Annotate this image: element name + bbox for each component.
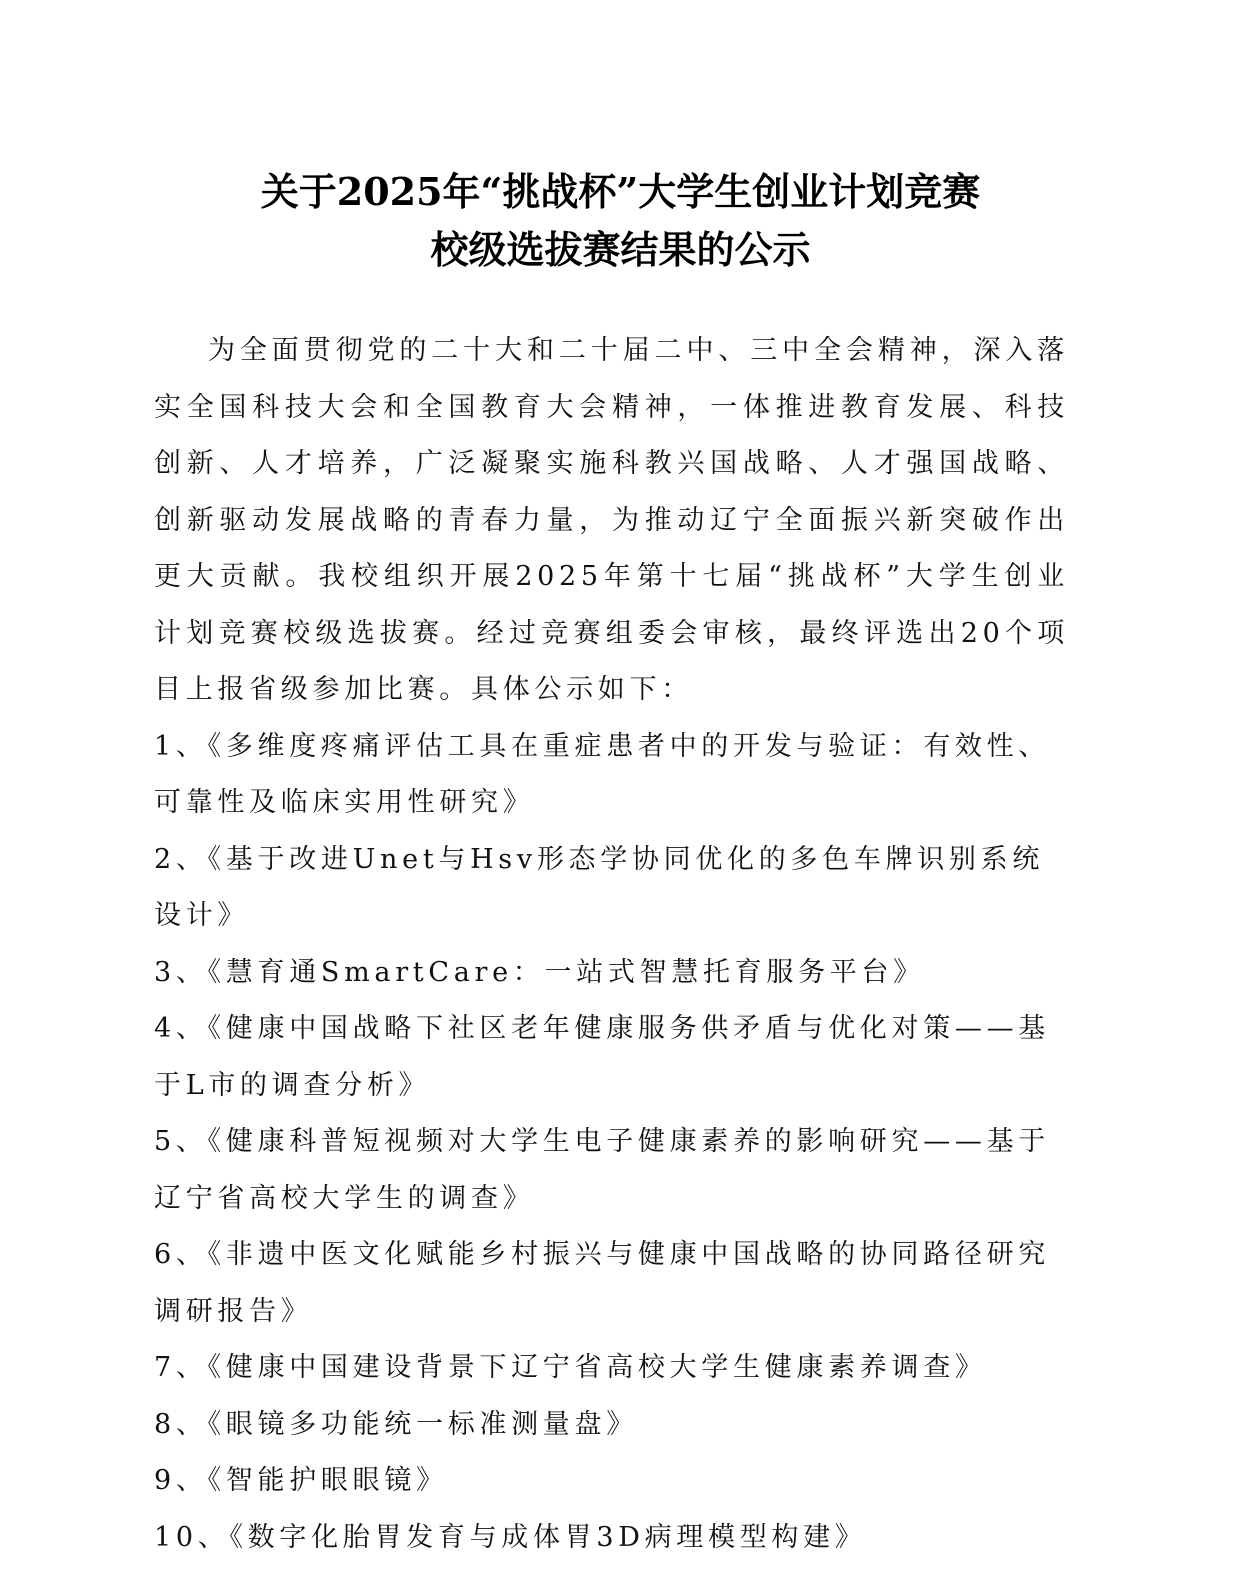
item-title: 《健康中国战略下社区老年健康服务供矛盾与优化对策——基于L市的调查分析》	[154, 1013, 1050, 1101]
item-title: 《数字化胎胃发育与成体胃3D病理模型构建》	[229, 1521, 867, 1553]
item-number: 9、	[154, 1465, 208, 1496]
document-body	[154, 323, 1069, 1566]
list-item	[154, 719, 1069, 832]
item-number: 6、	[154, 1239, 208, 1270]
item-title: 《智能护眼眼镜》	[207, 1465, 448, 1496]
item-number: 1、	[154, 730, 208, 762]
list-item	[154, 1453, 1069, 1510]
item-title: 《非遗中医文化赋能乡村振兴与健康中国战略的协同路径研究调研报告》	[154, 1239, 1050, 1327]
item-number: 5、	[154, 1126, 208, 1157]
item-title: 《多维度疼痛评估工具在重症患者中的开发与验证：有效性、可靠性及临床实用性研究》	[154, 730, 1050, 818]
item-number: 8、	[154, 1408, 208, 1440]
title-line-1: 关于2025年“挑战杯”大学生创业计划竞赛	[260, 169, 981, 214]
title-line-2: 校级选拔赛结果的公示	[430, 227, 811, 272]
item-title: 《健康中国建设背景下辽宁省高校大学生健康素养调查》	[207, 1352, 987, 1383]
item-title: 《基于改进Unet与Hsv形态学协同优化的多色车牌识别系统设计》	[154, 843, 1045, 931]
list-item	[154, 1397, 1069, 1454]
item-title: 《健康科普短视频对大学生电子健康素养的影响研究——基于辽宁省高校大学生的调查》	[154, 1126, 1050, 1214]
list-item	[154, 1114, 1069, 1227]
list-item	[154, 1340, 1069, 1397]
list-item	[154, 1001, 1069, 1114]
item-number: 4、	[154, 1013, 208, 1044]
item-number: 3、	[154, 956, 208, 988]
list-item	[154, 1227, 1069, 1340]
item-number: 2、	[154, 843, 208, 875]
item-title: 《眼镜多功能统一标准测量盘》	[207, 1408, 638, 1440]
list-item	[154, 832, 1069, 945]
list-item	[154, 945, 1069, 1002]
item-number: 7、	[154, 1352, 208, 1383]
item-title: 《慧育通SmartCare：一站式智慧托育服务平台》	[207, 956, 925, 988]
document-title	[0, 163, 1241, 279]
item-number: 10、	[154, 1521, 230, 1553]
intro-paragraph: 为全面贯彻党的二十大和二十届二中、三中全会精神，深入落实全国科技大会和全国教育大会精神，一体推进教育发展、科技创新、人才培养，广泛凝聚实施科教兴国战略、人才强国战略、创新驱动发展战略的青春力量，为推动辽宁全面振兴新突破作出更大贡献。我校组织开展2025年第十七届“挑战杯”大学生创业计划竞赛校级选拔赛。经过竞赛组委会审核，最终评选出20个项目上报省级参加比赛。具体公示如下：	[154, 335, 1069, 705]
list-item	[154, 1510, 1069, 1567]
